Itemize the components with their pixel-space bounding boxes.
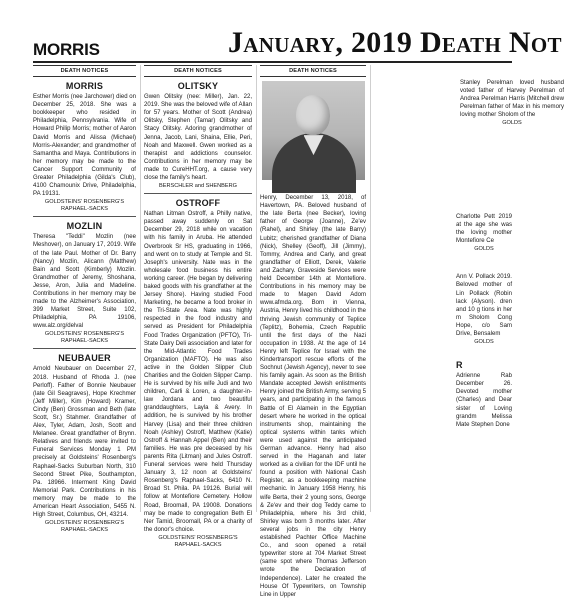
section-title: MORRIS: [33, 40, 100, 59]
column-1: [33, 65, 136, 534]
notice-name-mozlin: MOZLIN: [66, 221, 103, 232]
column-divider: [256, 65, 257, 512]
notice-signature: GOLDS: [474, 246, 494, 253]
notice-signature-neubauer: GOLDSTEINS' ROSENBERG'S RAPHAEL-SACKS: [44, 520, 125, 534]
notice-body-perelman: Stanley Perelman loved husband voted father of Harvey Perelman of Andrea Perelman Harris (Mitchell drew Perelman father of Max in his memory loving mother Sholom of the: [460, 80, 564, 119]
column-label: DEATH NOTICES: [144, 65, 252, 77]
notice-name-neubauer: NEUBAUER: [58, 353, 111, 364]
notice-body-pachter: Henry, December 13, 2018, of Havertown, PA. Beloved husband of the late Berta (nee Becker), loving father of George (Joanne), Ze'ev (Rahel), and Shirley (the late Barry) Lubitz; cherished grandfather of Diana (Nick), Shelley (Geoff), Jill (Jimmy), Tommy, Andrea and Carly, and great grandfather of Elliott, Derek, Valerie and Zachary. Graveside Services were held December 14th at Montefiore. Contributions in his memory may be made to Magen David Adom www.afmda.org. Born in Vienna, Austria, Henry lived his childhood in the thriving Jewish community of Teplice (Teplitz), Bohemia, Czech Republic until the first days of the Nazi occupation in 1938. At the age of 14 Henry left Teplice for Israel with the Kindertransport rescue efforts of the Sochnut (Jewish Agency), never to see his family again. As soon as the British Mandate accepted Jewish enlistments Henry joined the British Army, serving 5 years, and participating in the famous Battle of El Alamein in the Egyptian desert where he worked in the optical instruments shop, maintaining the optical systems within tanks which were used against the anticipated German advance. Henry had also served in the Haganah and later worked as a civilian for the IDF until he found a position with National Cash Register, as a bookkeeping machine mechanic. In January 1958 Henry, his wife Berta, their 2 young sons, George & Ze'ev and their dog Teddy came to Philadelphia, where his 3rd child, Shirley was born 3 months later. After several jobs in the city Henry established Pachter Office Machine Co., and soon opened a retail typewriter store at 704 Market Street (same spot where Thomas Jefferson wrote the Declaration of Independence). Later he created the House Of Typewriters, on Township Line in Upper: [260, 195, 366, 598]
column-label: DEATH NOTICES: [33, 65, 136, 77]
notice-name-olitsky: OLITSKY: [177, 81, 219, 92]
notice-body-mozlin: Theresa "Teddi" Mozlin (nee Meshover), on January 17, 2019. Wife of the late Paul. Mother of Dr. Barry (Nancy) Mozlin, Alicann (Matthew) Bain and Scott (Kimberly) Mozlin. Grandmother of Jeremy, Shoshana, Jesse, Aron, Julia and Madeline. Contributions in her memory may be made to the Alzheimer's Association, 399 Market Street, Suite 102, Philadelphia, PA 19106, www.alz.org/delval: [33, 234, 136, 330]
page-headline: January, 2019 Death Not: [228, 26, 562, 59]
divider: [33, 216, 136, 217]
notice-body-olitsky: Gwen Olitsky (nee: Miller), Jan. 22, 2019. She was the beloved wife of Allan for 57 years. Mother of Scott (Andrea) Olitsky, Stephen (Tamar) Olitsky and Stacy Olitsky. Adoring grandmother of Jenna, Jacob, Lani, Shaina, Ellie, Peri, Noah and Maxwell. Gwen worked as a therapist and addictions counselor. Contributions in her memory may be made to CureHHT.org, a cause very close the family's heart.: [144, 94, 252, 182]
notice-name-r: R: [456, 360, 463, 371]
notice-body-pett: Charlotte Pett 2019 at the age she was the loving mother Montefiore Ce: [456, 214, 512, 245]
notice-name-morris: MORRIS: [65, 81, 104, 92]
notice-name-ostroff: OSTROFF: [175, 198, 221, 209]
notice-body-ostroff: Nathan Litman Ostroff, a Philly native, passed away suddenly on Sat December 29, 2018 while on vacation with his family in Aruba. He attended Overbrook Sr HS, graduating in 1966, and went on to study at Temple and St. Joseph's university. Nate was in the wholesale food business his entire working career. (He began by delivering baked goods with his grandfather at the Jersey Shore). Having studied Food Marketing, he became a food broker in the Tri-State Area. Nate was highly respected in the food industry and served as President for Philadelphia Food Trades Organization (PFTO), Tri-State Dairy Deli association and later for the Mid-Atlantic Food Trades Organization (MAFTO). He was also active in the Golden Slipper Club Charities and the Golden Slipper Camp. He is survived by his wife Judi and two children, Carli & Loren, a daughter-in-law Jordana and two beautiful granddaughters, Layla & Avery. In addition, he is survived by his brother Harvey (Lisa) and their three children Noah (Ashley) Ostroff, Matthew (Katie) Ostroff & Hannah Appel (Ben) and their families. He was pre deceased by his parents Rita (Litman) and Jules Ostroff. Funeral services were held Thursday January 3, 12 noon at Goldsteins' Rosenberg's Raphael-Sacks, 6410 N. Broad St. Phila. PA 19126. Burial will follow at Montefiore Cemetery. Hollow Road, Broomall, PA 19008. Donations may be made to congregation Beth El Ner Tamid, Broomall, PA or a charity of the donor's choice.: [144, 211, 252, 533]
divider: [33, 348, 136, 349]
column-divider: [370, 65, 371, 512]
notice-signature: GOLDS: [502, 120, 522, 127]
column-label: DEATH NOTICES: [260, 65, 366, 77]
divider: [144, 193, 252, 194]
column-4-lower: [456, 175, 512, 512]
notice-body-neubauer: Arnold Neubauer on December 27, 2018. Husband of Rhoda J. (nee Perloff). Father of Bonnie Neubauer (late Gil Seagraves), Hope Krechmer (Jeff Miller), Kim (Howard) Kramer, Cindy (Ben) Grossman and Beth (late Scott, Sr.) Stahmer. Grandfather of Alex, Tyler, Adam, Josh, Scott and Melanee. Great grandfather of Brynn. Relatives and friends were invited to Funeral Services Monday 1 PM precisely at Goldsteins' Rosenberg's Raphael-Sacks Suburban North, 310 Second Street Pike, Southampton, Pa. 18966. Interment King David Memorial Park. Contributions in his memory may be made to the American Heart Association, 5455 N. High Street, Columbus, OH, 43214.: [33, 366, 136, 519]
notice-signature-morris: GOLDSTEINS' ROSENBERG'S RAPHAEL-SACKS: [44, 199, 125, 213]
column-3: [260, 65, 366, 598]
header-rule: [33, 61, 512, 63]
notice-signature-mozlin: GOLDSTEINS' ROSENBERG'S RAPHAEL-SACKS: [44, 331, 125, 345]
page-header: [0, 0, 562, 60]
column-2: [144, 65, 252, 548]
notice-body-rab: Adrienne Rab December 26. Devoted mother (Charles) and Dear sister of Loving grandm Melissa Mate Stephen Done: [456, 373, 512, 428]
notice-signature-olitsky: BERSCHLER and SHENBERG: [158, 183, 238, 190]
column-divider: [140, 65, 141, 512]
notice-body-morris: Esther Morris (nee Jarchower) died on December 25, 2018. She was a bookkeeper who resided in Philadelphia, Pennsylvania. Wife of Howard Philip Morris; mother of Aaron David Morris and Alissa (Michael) Morris-Alexander; and grandmother of Samantha and Maya. Contributions in her memory may be made to the Cancer Support Community of Greater Philadelphia (Gilda's Club), 4100 Chamounix Drive, Philadelphia, PA 19131.: [33, 94, 136, 198]
portrait-photo: [262, 81, 365, 180]
notice-body-pollack: Ann V. Pollack 2019. Beloved mother of Lin Pollack (Robin lack (Alyson). dren and 10 g tions in her m Sholom Cong Hope, c/o Sam Drive, Bensalem: [456, 274, 512, 338]
notice-signature-ostroff: GOLDSTEINS' ROSENBERG'S RAPHAEL-SACKS: [158, 534, 238, 548]
notice-signature: GOLDS: [474, 339, 494, 346]
